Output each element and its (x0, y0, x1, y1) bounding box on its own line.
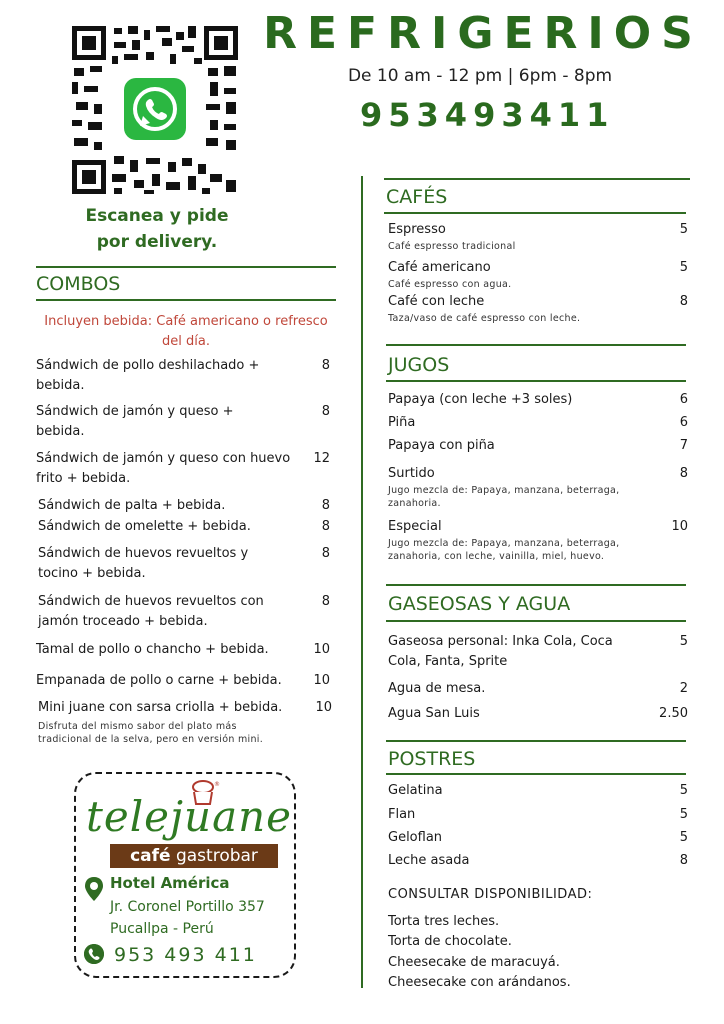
postres-rule-bottom (386, 773, 686, 775)
postre-item-price: 5 (679, 830, 688, 845)
postre-item-price: 5 (679, 807, 688, 822)
combo-item-price: 8 (321, 546, 330, 561)
jugo-item-price: 7 (679, 438, 688, 453)
postres-title: POSTRES (388, 748, 476, 770)
gaseosa-item-name: Agua de mesa. (388, 681, 486, 696)
combo-item (36, 449, 330, 489)
combo-item-price: 8 (321, 498, 330, 513)
scan-line-1: Escanea y pide (85, 206, 229, 226)
column-divider (361, 176, 363, 988)
postre-item-price: 8 (679, 853, 688, 868)
address-line-2: Pucallpa - Perú (110, 921, 214, 937)
combo-item-price: 10 (313, 642, 330, 657)
scan-line-2: por delivery. (96, 232, 218, 252)
gaseosa-item (388, 704, 688, 724)
jugo-item-desc: Jugo mezcla de: Papaya, manzana, beterraga, zanahoria. (388, 485, 620, 509)
postre-item-name: Geloflan (388, 830, 443, 845)
phone-number[interactable]: 953493411 (360, 96, 615, 134)
cafe-item-name: Espresso (388, 222, 446, 237)
brand-sub-cafe: café (130, 846, 171, 866)
combo-item-name: Sándwich de palta + bebida. (38, 498, 226, 513)
postre-item (388, 828, 688, 848)
jugo-item (388, 390, 688, 410)
cafe-item-desc: Taza/vaso de café espresso con leche. (388, 313, 581, 324)
jugo-item-name: Piña (388, 415, 416, 430)
gaseosa-item-price: 5 (679, 634, 688, 649)
address-line-1: Jr. Coronel Portillo 357 (110, 899, 265, 915)
combo-item-name: Sándwich de omelette + bebida. (38, 519, 251, 534)
cafes-rule-top (384, 178, 690, 180)
combo-item-price: 10 (313, 673, 330, 688)
cafes-title: CAFÉS (386, 186, 448, 208)
cafe-item-price: 8 (679, 294, 688, 309)
postre-item-price: 5 (679, 783, 688, 798)
cafe-item-price: 5 (679, 222, 688, 237)
combo-item-name: Mini juane con sarsa criolla + bebida. (38, 700, 283, 715)
extra-dessert: Cheesecake de maracuyá. (388, 955, 560, 970)
postre-item (388, 805, 688, 825)
combo-item-price: 8 (321, 358, 330, 373)
combo-item (36, 671, 330, 691)
cafe-item-name: Café con leche (388, 294, 485, 309)
brand-sub-gastrobar: gastrobar (175, 846, 258, 866)
cafe-item-desc: Café espresso con agua. (388, 279, 512, 290)
gaseosa-item-price: 2 (679, 681, 688, 696)
consult-heading: CONSULTAR DISPONIBILIDAD: (388, 887, 593, 902)
combo-item (36, 640, 330, 660)
jugos-rule-bottom (386, 380, 686, 382)
jugos-rule-top (386, 344, 686, 346)
combo-item (38, 496, 330, 516)
combos-title: COMBOS (36, 273, 121, 295)
gaseosa-item-name: Gaseosa personal: Inka Cola, Coca Cola, Fanta, Sprite (388, 634, 613, 669)
postre-item-name: Gelatina (388, 783, 443, 798)
brand-subtitle (110, 844, 278, 868)
brand-phone[interactable]: 953 493 411 (114, 944, 257, 966)
combo-item-name: Tamal de pollo o chancho + bebida. (36, 642, 269, 657)
extra-dessert: Torta tres leches. (388, 914, 500, 929)
extra-dessert: Torta de chocolate. (388, 934, 512, 949)
combo-item-name: Empanada de pollo o carne + bebida. (36, 673, 282, 688)
combo-item-name: Sándwich de jamón y queso con huevo frito + bebida. (36, 451, 291, 486)
gaseosa-item (388, 632, 688, 672)
combos-rule-bottom (36, 299, 336, 301)
jugo-item (388, 464, 688, 510)
cafe-item (388, 292, 688, 325)
jugo-item-name: Surtido (388, 466, 435, 481)
scan-caption (62, 203, 252, 255)
combo-item-name: Sándwich de huevos revueltos con jamón troceado + bebida. (38, 594, 264, 629)
opening-hours: De 10 am - 12 pm | 6pm - 8pm (347, 66, 613, 86)
combo-item (38, 592, 330, 632)
location-pin-icon (84, 876, 104, 902)
address (110, 896, 265, 940)
gaseosa-item-name: Agua San Luis (388, 706, 480, 721)
cafe-item-desc: Café espresso tradicional (388, 241, 516, 252)
cafe-item-name: Café americano (388, 260, 491, 275)
jugos-title: JUGOS (388, 354, 450, 376)
cafe-item (388, 258, 688, 291)
combo-item-name: Sándwich de pollo deshilachado + bebida. (36, 358, 260, 393)
combo-item-name: Sándwich de huevos revueltos y tocino + bebida. (38, 546, 249, 581)
cafes-rule-bottom (384, 212, 686, 214)
jugo-item (388, 517, 688, 563)
jugo-item-price: 10 (671, 519, 688, 534)
gaseosa-item-price: 2.50 (659, 706, 688, 721)
combo-item (36, 402, 330, 442)
postre-item (388, 851, 688, 871)
combo-item-price: 8 (321, 594, 330, 609)
gaseosa-item (388, 679, 688, 699)
combo-item (38, 544, 330, 584)
jugo-item-name: Especial (388, 519, 442, 534)
combo-item-name: Sándwich de jamón y queso + bebida. (36, 404, 234, 439)
postre-item-name: Flan (388, 807, 416, 822)
cafe-item-price: 5 (679, 260, 688, 275)
jugo-item (388, 436, 688, 456)
combo-item-price: 8 (321, 404, 330, 419)
gaseosas-rule-top (386, 584, 686, 586)
combo-item (38, 698, 332, 746)
hotel-name: Hotel América (110, 874, 230, 892)
phone-icon (84, 944, 104, 964)
combos-rule-top (36, 266, 336, 268)
postres-rule-top (386, 740, 686, 742)
jugo-item-name: Papaya con piña (388, 438, 495, 453)
svg-text:®: ® (214, 781, 220, 788)
gaseosas-title: GASEOSAS Y AGUA (388, 593, 571, 615)
gaseosas-rule-bottom (386, 620, 686, 622)
jugo-item-price: 8 (679, 466, 688, 481)
jugo-item-price: 6 (679, 392, 688, 407)
combo-item (38, 517, 330, 537)
cafe-item (388, 220, 688, 253)
whatsapp-qr-code[interactable] (70, 24, 240, 196)
jugo-item-name: Papaya (con leche +3 soles) (388, 392, 573, 407)
combo-item-price: 12 (313, 451, 330, 466)
extra-dessert: Cheesecake con arándanos. (388, 975, 571, 990)
brand-logo-text: telejuane (86, 792, 293, 841)
postre-item-name: Leche asada (388, 853, 470, 868)
jugo-item-desc: Jugo mezcla de: Papaya, manzana, beterraga, zanahoria, con leche, vainilla, miel, huevo. (388, 538, 620, 562)
page-title: REFRIGERIOS (263, 8, 703, 59)
combo-item-price: 10 (315, 700, 332, 715)
combo-item (36, 356, 330, 396)
postre-item (388, 781, 688, 801)
jugo-item (388, 413, 688, 433)
combos-note: Incluyen bebida: Café americano o refresco del día. (44, 314, 328, 349)
combo-item-price: 8 (321, 519, 330, 534)
jugo-item-price: 6 (679, 415, 688, 430)
combo-item-footnote: Disfruta del mismo sabor del plato más tradicional de la selva, pero en versión mini. (38, 721, 264, 745)
